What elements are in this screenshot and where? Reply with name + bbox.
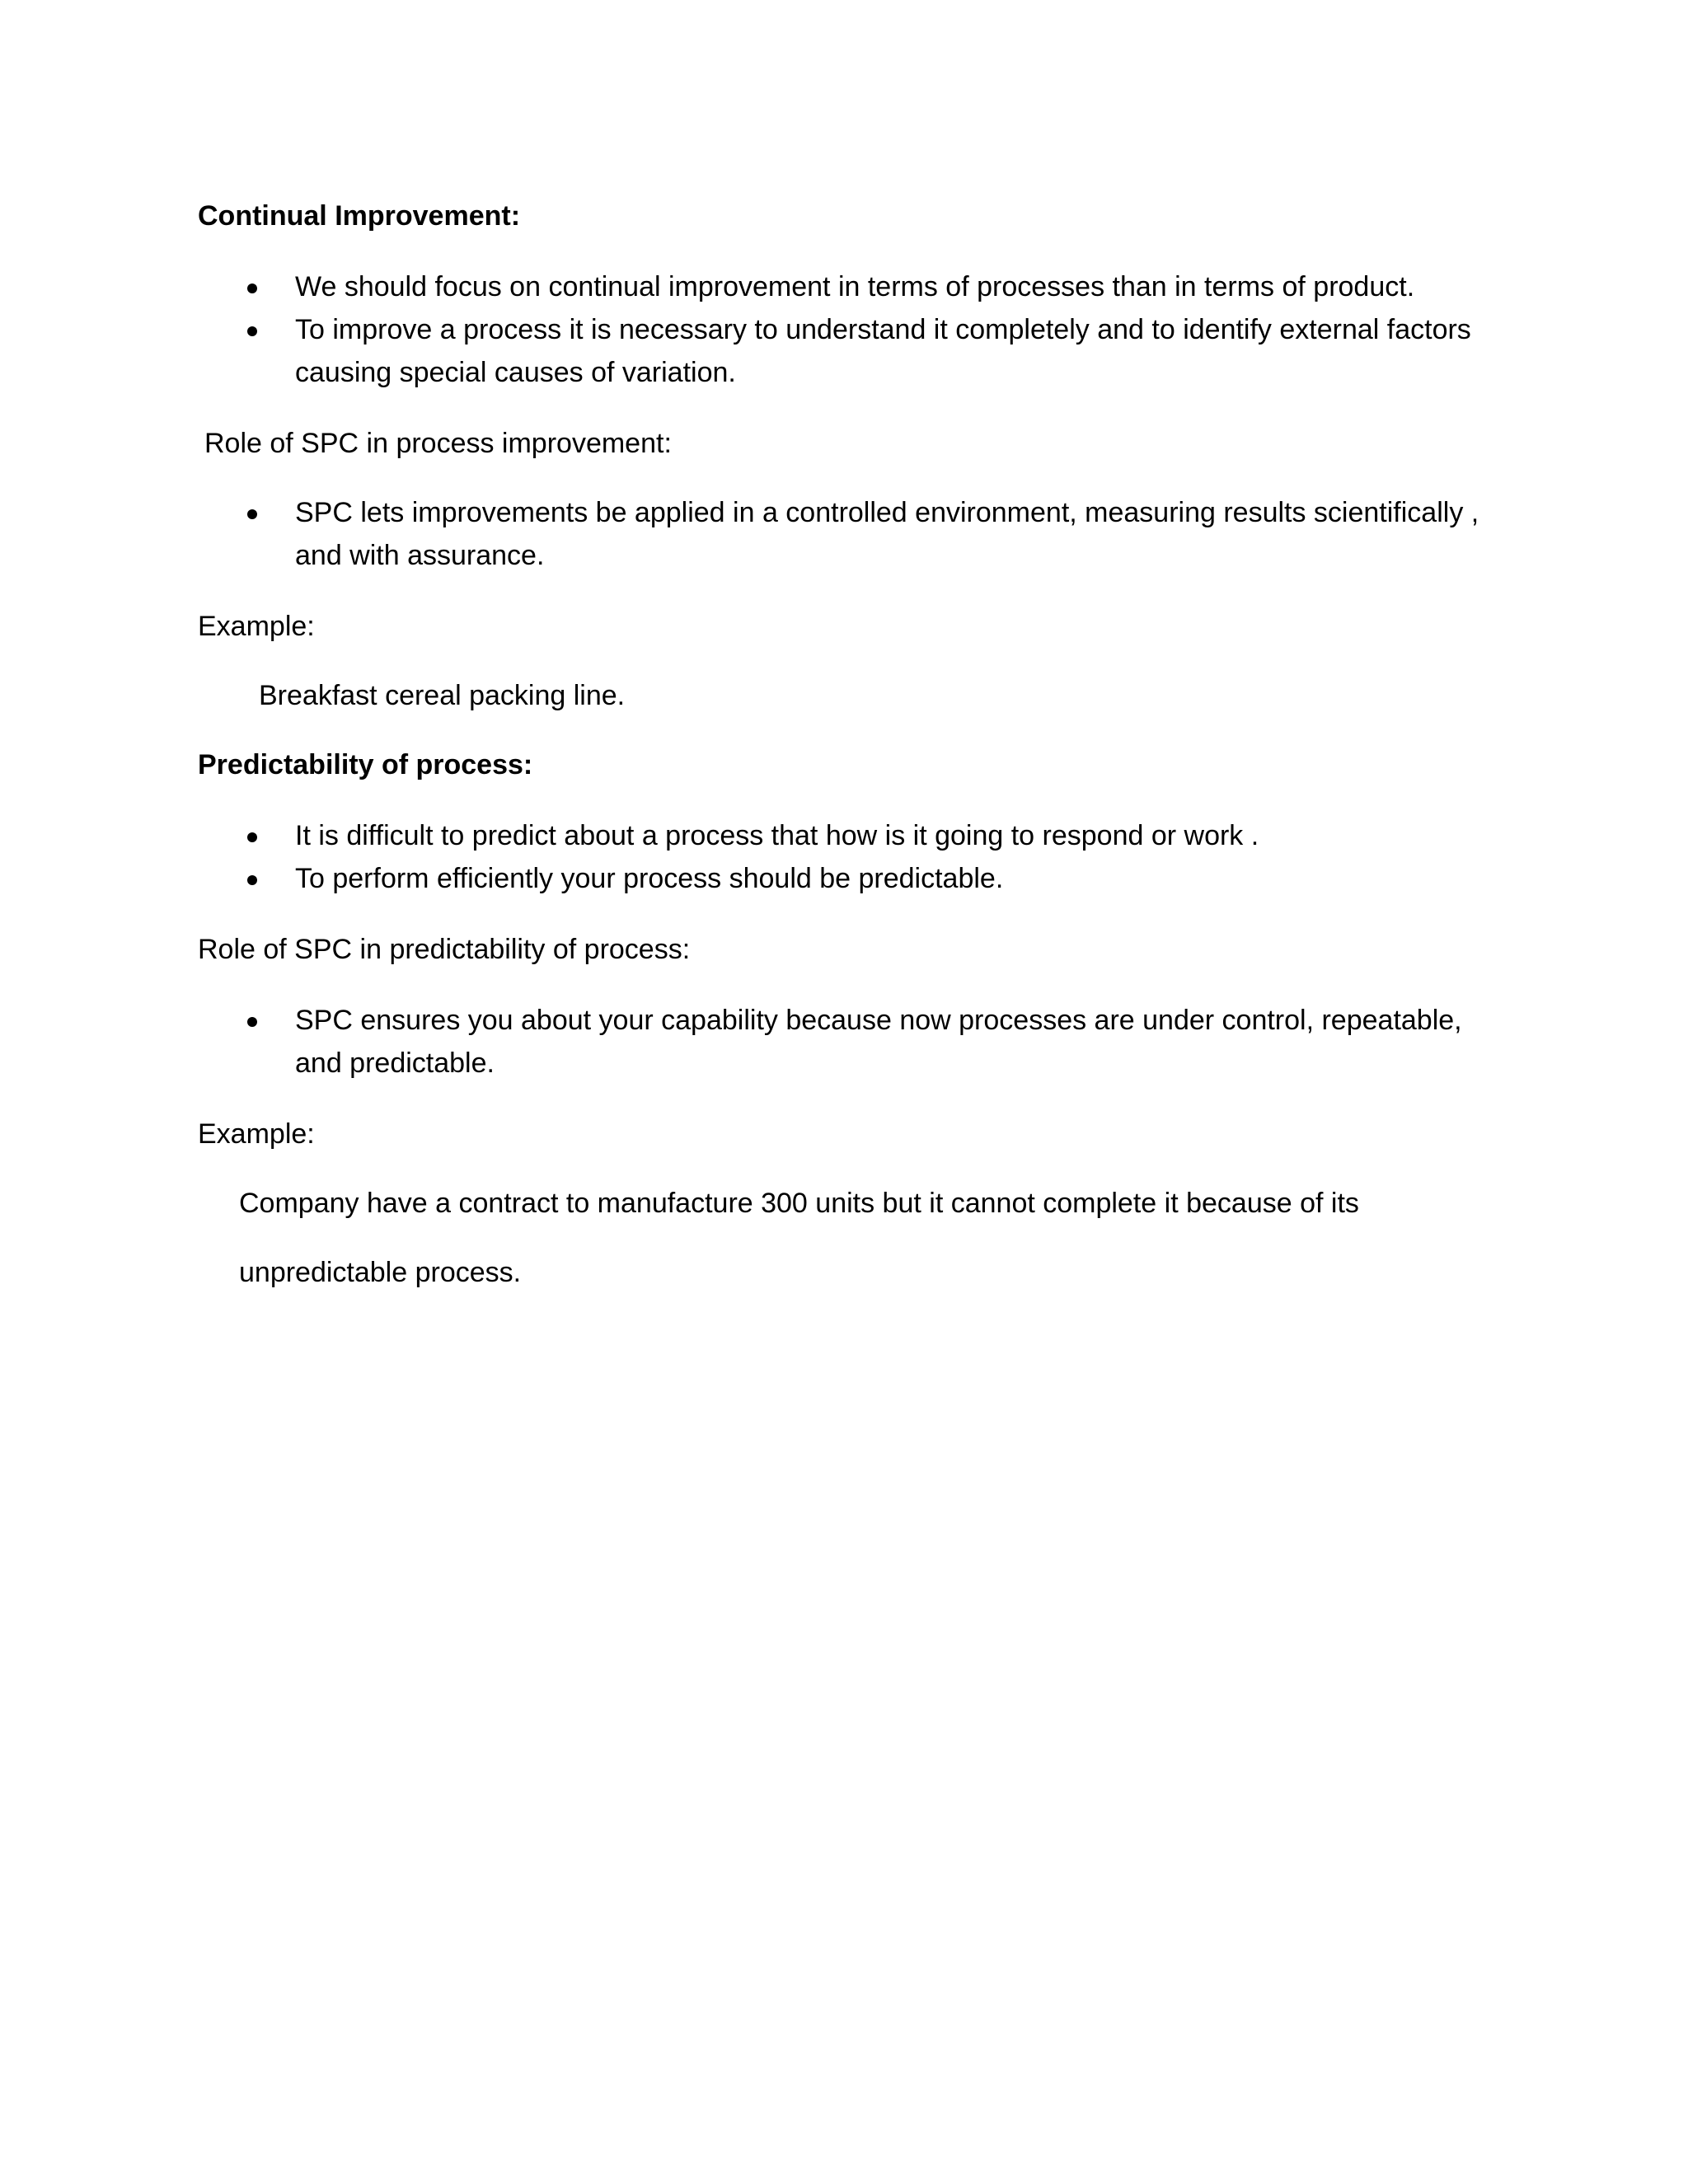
subheading-role-process-improvement: Role of SPC in process improvement: [204, 428, 672, 459]
bullet-icon [247, 326, 257, 336]
bullet-icon [247, 875, 257, 885]
bullet-icon [247, 1017, 257, 1027]
bullet-icon [247, 832, 257, 842]
example-label: Example: [198, 1118, 315, 1150]
bullet-icon [247, 509, 257, 519]
bullet-text-continuation: causing special causes of variation. [295, 357, 736, 388]
bullet-text: SPC lets improvements be applied in a controlled environment, measuring results scientifically , [295, 497, 1479, 528]
bullet-icon [247, 284, 257, 293]
bullet-text: We should focus on continual improvement in terms of processes than in terms of product. [295, 271, 1415, 302]
bullet-text: To perform efficiently your process should be predictable. [295, 863, 1004, 894]
subheading-role-predictability: Role of SPC in predictability of process: [198, 934, 691, 965]
bullet-text: To improve a process it is necessary to understand it completely and to identify external factors [295, 314, 1471, 345]
section-heading-continual-improvement: Continual Improvement: [198, 200, 521, 232]
bullet-text-continuation: and with assurance. [295, 540, 545, 571]
bullet-text-continuation: and predictable. [295, 1047, 495, 1079]
example-text-continuation: unpredictable process. [239, 1257, 522, 1288]
bullet-text: It is difficult to predict about a process that how is it going to respond or work . [295, 820, 1259, 851]
example-text: Breakfast cereal packing line. [259, 680, 626, 711]
bullet-text: SPC ensures you about your capability because now processes are under control, repeatable, [295, 1005, 1462, 1036]
example-text: Company have a contract to manufacture 300 units but it cannot complete it because of its [239, 1188, 1359, 1219]
example-label: Example: [198, 611, 315, 642]
section-heading-predictability: Predictability of process: [198, 749, 533, 780]
